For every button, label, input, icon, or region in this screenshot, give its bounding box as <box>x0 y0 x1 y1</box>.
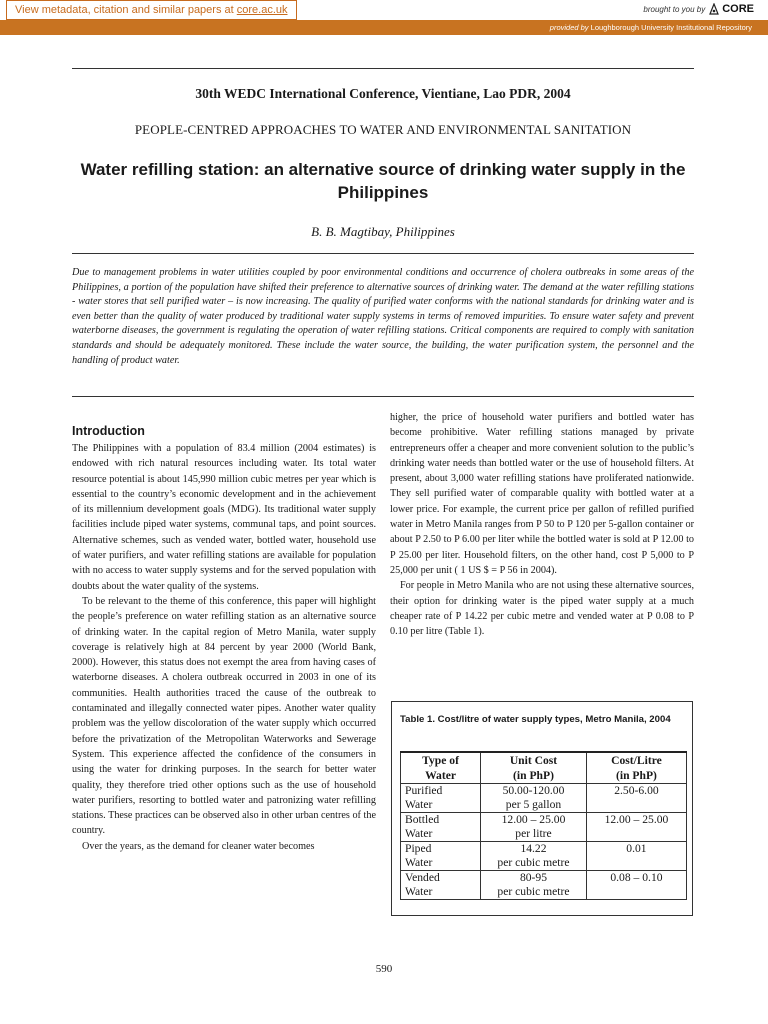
section-heading-introduction: Introduction <box>72 424 145 438</box>
paragraph: higher, the price of household water purifiers and bottled water has become prohibitive. Water refilling stations managed by private entrepreneurs offer a cheaper and more convenient solution to the public’s drinking water needs than bottled water or the use of household filters. At present, about 3,000 water refilling stations have proliferated nationwide. They sell purified water of comparable quality with bottled water at a lower price. For example, the current price per gallon of refilled purified water in Metro Manila ranges from P 50 to P 120 per 5-gallon container or about P 2.50 to P 6.00 per liter while the bottled water is sold at P 12.00 to P 25.00 per liter. Household filters, on the other hand, cost P 5,000 to P 25,000 per unit ( 1 US $ = P 56 in 2004). <box>390 412 694 576</box>
top-rule <box>72 68 694 69</box>
conference-title: 30th WEDC International Conference, Vientiane, Lao PDR, 2004 <box>195 86 571 101</box>
column-header <box>481 752 587 784</box>
abstract-top-rule <box>72 253 694 254</box>
right-column <box>390 410 694 639</box>
table-row <box>401 784 687 813</box>
column-header-line: (in PhP) <box>513 768 554 782</box>
conference-theme: PEOPLE-CENTRED APPROACHES TO WATER AND ENVIRONMENTAL SANITATION <box>134 122 632 137</box>
brought-by-text: brought to you by <box>643 4 706 14</box>
core-banner <box>0 0 768 21</box>
column-header-line: Type of <box>422 754 459 767</box>
core-logo[interactable] <box>708 3 754 15</box>
repository-name[interactable]: Loughborough University Institutional Repository <box>590 23 752 32</box>
column-header <box>586 752 686 784</box>
paper-author: B. B. Magtibay, Philippines <box>311 224 455 239</box>
cost-table <box>400 751 687 900</box>
left-column <box>72 441 376 854</box>
page-number: 590 <box>375 963 393 975</box>
table-cell: 2.50-6.00 <box>586 784 686 813</box>
table-caption: Table 1. Cost/litre of water supply types, Metro Manila, 2004 <box>400 714 671 725</box>
column-header <box>401 752 481 784</box>
table-header-row <box>401 752 687 784</box>
column-header-line: Unit Cost <box>509 754 558 767</box>
table-cell: Piped Water <box>401 842 481 871</box>
table-cell: 80-95 per cubic metre <box>481 871 587 900</box>
abstract: Due to management problems in water utilities coupled by poor environmental conditions and occurrence of cholera outbreaks in some areas of the Philippines, a portion of the population have shifted their preference to alternative sources of drinking water. The demand at the water refilling stations - water stores that sell purified water – is now increasing. The quality of purified water conforms with the national standards for drinking water and is even better than the quality of water produced by traditional water supply systems in terms of removed impurities. To ensure water safety and prevent waterborne diseases, the government is regulating the operation of water refilling stations. Critical components are required to comply with sanitation standards and should be adequately monitored. These include the water source, the building, the water purification system, the personnel and the handling of product water. <box>72 267 694 366</box>
provided-by-prefix: provided by <box>549 23 589 32</box>
abstract-bottom-rule <box>72 396 694 397</box>
table-cell: 0.01 <box>586 842 686 871</box>
table-cell: 12.00 – 25.00 <box>586 813 686 842</box>
column-header-line: Cost/Litre <box>611 754 662 767</box>
core-metadata-text: View metadata, citation and similar papers at <box>15 4 234 16</box>
table-row <box>401 842 687 871</box>
table-cell: Bottled Water <box>401 813 481 842</box>
table-container <box>391 701 693 916</box>
provided-by-bar <box>0 20 768 35</box>
core-logo-text: CORE <box>722 3 754 15</box>
core-brought-by[interactable] <box>643 3 754 15</box>
table-row <box>401 871 687 900</box>
table-cell: Vended Water <box>401 871 481 900</box>
table-cell: Purified Water <box>401 784 481 813</box>
paragraph: The Philippines with a population of 83.4 million (2004 estimates) is endowed with rich natural resources including water. Its total water resource potential is about 145,990 million cubic metres per year which is essential to the country’s economic development and in the achievement of its millennium development goals (MDG). Its traditional water supply facilities include piped water systems, communal taps, and point sources. Alternative schemes, such as vended water, bottled water, household use of water purifiers, and water refilling stations are available for population with no access to water supply systems and for the served population with doubts about the water quality of the systems. <box>72 443 376 592</box>
paragraph: Over the years, as the demand for cleaner water becomes <box>82 840 315 852</box>
paragraph: To be relevant to the theme of this conference, this paper will highlight the people’s preference on water refilling station as an alternative source of drinking water. In the capital region of Metro Manila, water supply coverage is relatively high at 84 percent by year 2000 (World Bank, 2000). However, this status does not exempt the area from having cases of waterborne diseases. A cholera outbreak occurred in 2003 in one of its communities. Health authorities traced the cause of the outbreak to contaminated and illegally connected water pipes. Another water quality problem was the yellow discoloration of the water supply which occurred before the privatization of the Metropolitan Waterworks and Sewerage System. This experience affected the confidence of the consumers in using the water for drinking purposes. In the search for better water quality, they therefore tried other options such as the use of household water purifiers, resorting to bottled water and patronizing water refilling stations. These practices can be observed also in other urban centres of the country. <box>72 595 376 837</box>
table-cell: 12.00 – 25.00 per litre <box>481 813 587 842</box>
table-row <box>401 813 687 842</box>
core-logo-icon <box>708 3 720 15</box>
table-cell: 50.00-120.00 per 5 gallon <box>481 784 587 813</box>
core-link[interactable]: core.ac.uk <box>236 4 288 16</box>
paragraph: For people in Metro Manila who are not using these alternative sources, their option for drinking water is the piped water supply at a much cheaper rate of P 14.22 per cubic metre and vended water at P 0.08 to P 0.10 per litre (Table 1). <box>390 580 694 638</box>
table-cell: 0.08 – 0.10 <box>586 871 686 900</box>
core-metadata-banner[interactable] <box>6 0 297 20</box>
column-header-line: Water <box>425 768 456 782</box>
table-cell: 14.22 per cubic metre <box>481 842 587 871</box>
paper-title: Water refilling station: an alternative source of drinking water supply in the Philippines <box>80 160 686 202</box>
column-header-line: (in PhP) <box>615 768 657 782</box>
